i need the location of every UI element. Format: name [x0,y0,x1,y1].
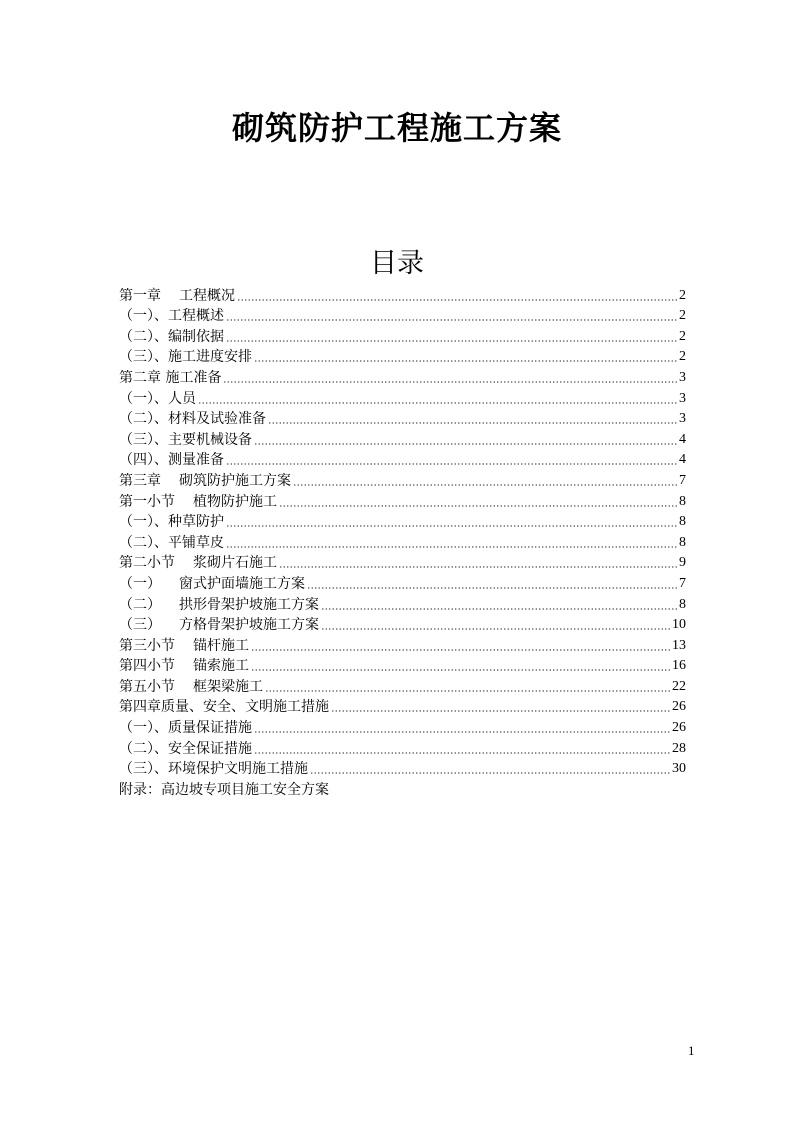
toc-entry[interactable] [119,366,686,387]
toc-entry-prefix: （一）、质量保证措施 [119,720,252,737]
toc-heading: 目录 [370,248,424,279]
toc-entry-page: 2 [679,308,686,324]
toc-dot-leader [268,422,677,424]
toc-entry-page: 26 [672,699,686,715]
toc-dot-leader [223,381,677,383]
toc-entry[interactable] [119,325,686,346]
toc-dot-leader [254,752,670,754]
toc-entry-prefix: （二）、材料及试验准备 [119,411,266,428]
toc-entry[interactable] [119,449,686,470]
page-number: 1 [688,1043,695,1058]
toc-dot-leader [321,608,677,610]
toc-entry-page: 9 [679,555,686,571]
toc-entry-title: 拱形骨架护坡施工方案 [179,596,319,613]
toc-entry-page: 10 [672,617,686,633]
toc-entry-page: 26 [672,720,686,736]
toc-entry-prefix: （三） [119,617,161,634]
toc-entry-label [119,554,277,572]
toc-entry-page: 30 [672,761,686,777]
toc-entry-prefix: （三）、环境保护文明施工措施 [119,761,308,778]
toc-entry-page: 8 [679,493,686,509]
toc-entry-prefix: 第三小节 [119,637,175,654]
toc-entry-prefix: （二） [119,596,161,613]
table-of-contents [119,284,686,799]
toc-entry-label [119,698,329,716]
toc-entry-title: 窗式护面墙施工方案 [179,575,305,592]
toc-entry-label [119,451,224,469]
toc-entry-prefix: （二）、安全保证措施 [119,740,252,757]
toc-entry[interactable] [119,552,686,573]
toc-entry-prefix: （二）、编制依据 [119,328,224,345]
toc-entry-prefix: （三）、主要机械设备 [119,431,252,448]
toc-entry-label [119,534,224,552]
toc-dot-leader [254,443,677,445]
toc-dot-leader [254,731,670,733]
toc-entry[interactable] [119,305,686,326]
toc-entry[interactable] [119,284,686,305]
toc-entry-label [119,596,319,614]
toc-dot-leader [251,669,670,671]
toc-entry-prefix: 第一小节 [119,493,175,510]
toc-dot-leader [226,525,677,527]
toc-dot-leader [321,628,670,630]
toc-entry-page: 2 [679,328,686,344]
toc-entry[interactable] [119,593,686,614]
toc-entry-label [119,390,196,408]
toc-entry[interactable] [119,696,686,717]
toc-dot-leader [265,690,670,692]
toc-entry-page: 7 [679,472,686,488]
toc-entry-title: 工程概况 [179,287,235,304]
toc-entry-page: 28 [672,740,686,756]
toc-entry-page: 3 [679,390,686,406]
toc-entry[interactable] [119,531,686,552]
toc-entry-prefix: （一）、工程概述 [119,308,224,325]
toc-entry[interactable] [119,346,686,367]
toc-entry-page: 16 [672,658,686,674]
toc-entry-page: 22 [672,678,686,694]
toc-entry[interactable] [119,716,686,737]
toc-entry-label [119,781,329,799]
toc-dot-leader [198,402,677,404]
toc-entry-label [119,513,224,531]
toc-entry-prefix: 附录：高边坡专项目施工安全方案 [119,781,329,798]
toc-entry-title: 锚索施工 [193,658,249,675]
toc-entry-label [119,287,235,305]
toc-entry-label [119,472,291,490]
toc-entry-prefix: 第五小节 [119,678,175,695]
toc-entry-label [119,307,224,325]
toc-entry[interactable] [119,778,686,799]
toc-dot-leader [279,505,677,507]
toc-entry-prefix: （一）、人员 [119,390,196,407]
toc-entry-page: 4 [679,452,686,468]
toc-entry-title: 锚杆施工 [193,637,249,654]
toc-entry-prefix: 第三章 [119,472,161,489]
toc-entry-label [119,493,277,511]
toc-entry-page: 8 [679,596,686,612]
toc-entry-label [119,328,224,346]
toc-dot-leader [226,319,677,321]
toc-dot-leader [293,484,677,486]
toc-entry[interactable] [119,387,686,408]
toc-entry-title: 方格骨架护坡施工方案 [179,617,319,634]
toc-dot-leader [251,649,670,651]
toc-entry-label [119,348,252,366]
toc-entry-label [119,369,221,387]
toc-dot-leader [331,710,670,712]
toc-entry-label [119,575,305,593]
toc-entry[interactable] [119,737,686,758]
toc-dot-leader [237,299,677,301]
toc-entry-label [119,740,252,758]
toc-entry[interactable] [119,428,686,449]
toc-entry[interactable] [119,634,686,655]
toc-entry-page: 8 [679,534,686,550]
toc-entry-title: 砌筑防护施工方案 [179,472,291,489]
toc-entry-page: 3 [679,411,686,427]
toc-entry-title: 植物防护施工 [193,493,277,510]
toc-dot-leader [310,772,670,774]
toc-entry[interactable] [119,675,686,696]
toc-entry-page: 2 [679,349,686,365]
toc-entry[interactable] [119,511,686,532]
toc-entry-page: 4 [679,431,686,447]
toc-entry-prefix: 第二章 施工准备 [119,369,222,386]
toc-entry-page: 8 [679,514,686,530]
toc-entry-page: 2 [679,287,686,303]
toc-entry-prefix: 第一章 [119,287,161,304]
toc-entry-label [119,637,249,655]
toc-entry-label [119,719,252,737]
toc-entry[interactable] [119,408,686,429]
toc-entry-prefix: 第四章质量、安全、文明施工措施 [119,699,329,716]
toc-entry-prefix: （一）、种草防护 [119,514,224,531]
toc-entry-label [119,616,319,634]
toc-entry[interactable] [119,572,686,593]
toc-entry-title: 框架梁施工 [193,678,263,695]
toc-entry[interactable] [119,614,686,635]
toc-dot-leader [226,546,677,548]
toc-dot-leader [226,463,677,465]
toc-entry-title: 浆砌片石施工 [193,555,277,572]
toc-entry-label [119,657,249,675]
toc-entry-prefix: （三）、施工进度安排 [119,349,252,366]
toc-entry-page: 3 [679,369,686,385]
toc-entry-label [119,431,252,449]
toc-entry[interactable] [119,490,686,511]
document-title: 砌筑防护工程施工方案 [231,109,562,147]
toc-entry[interactable] [119,469,686,490]
toc-entry-label [119,760,308,778]
toc-entry-prefix: （一） [119,575,161,592]
toc-dot-leader [307,587,677,589]
toc-dot-leader [279,566,677,568]
toc-entry[interactable] [119,655,686,676]
toc-dot-leader [254,360,677,362]
toc-entry-page: 13 [672,637,686,653]
toc-entry-label [119,678,263,696]
toc-entry-page: 7 [679,575,686,591]
toc-entry-prefix: 第二小节 [119,555,175,572]
toc-dot-leader [226,340,677,342]
toc-entry-prefix: （四）、测量准备 [119,452,224,469]
toc-entry[interactable] [119,758,686,779]
toc-entry-prefix: 第四小节 [119,658,175,675]
toc-entry-label [119,410,266,428]
toc-entry-prefix: （二）、平铺草皮 [119,534,224,551]
